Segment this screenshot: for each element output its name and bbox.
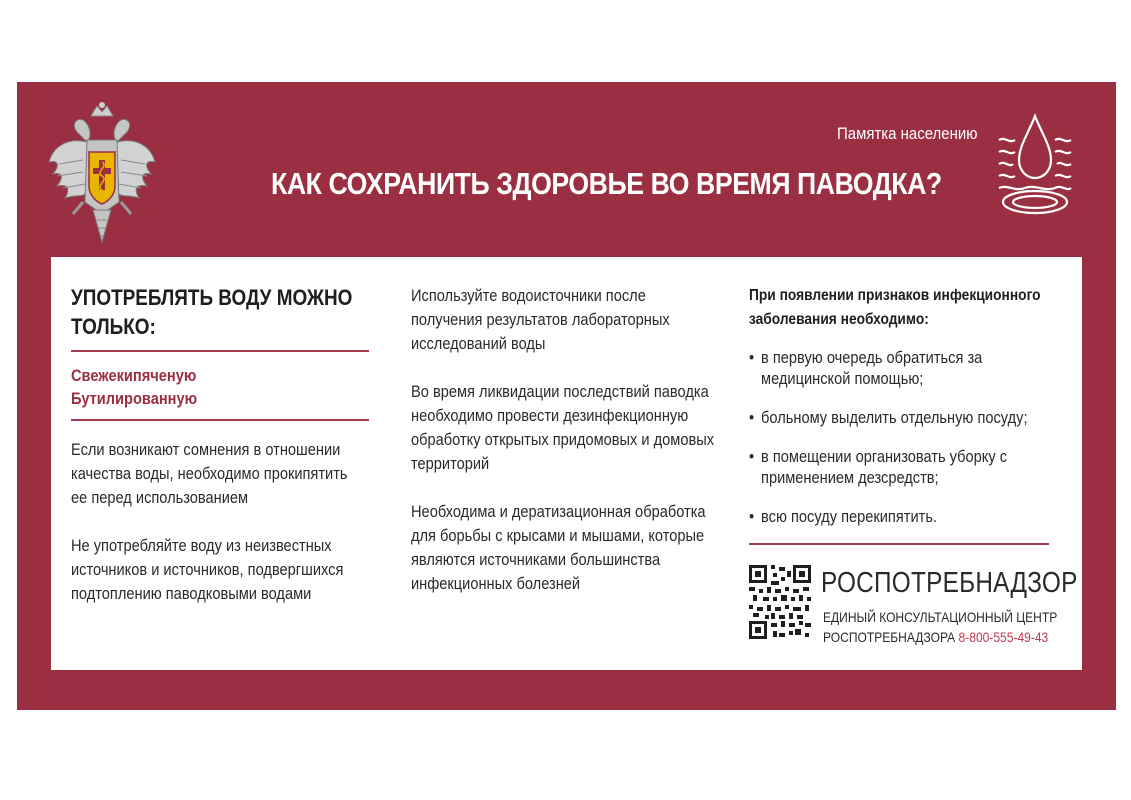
phone-number[interactable]: 8-800-555-49-43 — [958, 629, 1049, 645]
infection-heading: При появлении признаков инфекционного заболевания необходимо: — [749, 287, 1041, 328]
divider — [71, 350, 369, 352]
divider — [71, 419, 369, 421]
water-usage-heading: УПОТРЕБЛЯТЬ ВОДУ МОЖНО ТОЛЬКО: — [71, 285, 353, 339]
lab-tests-text: Используйте водоисточники после получения результатов лабораторных исследований воды — [411, 286, 670, 353]
allowed-water-types — [71, 364, 372, 410]
consult-center-line: ЕДИНЫЙ КОНСУЛЬТАЦИОННЫЙ ЦЕНТР — [823, 609, 1058, 625]
list-item: • больному выделить отдельную посуду; — [749, 407, 1067, 428]
page-title: КАК СОХРАНИТЬ ЗДОРОВЬЕ ВО ВРЕМЯ ПАВОДКА? — [271, 166, 942, 201]
qr-code-icon[interactable] — [749, 565, 811, 639]
list-item: • в первую очередь обратиться за медицинской помощью; — [749, 347, 1067, 389]
org-name: РОСПОТРЕБНАДЗОР — [821, 567, 1078, 599]
info-panel — [51, 257, 1082, 670]
consult-center-phone-line — [823, 629, 1048, 645]
consult-center-org: РОСПОТРЕБНАДЗОРА — [823, 629, 956, 645]
unknown-sources-warning: Не употребляйте воду из неизвестных источников и источников, подвергшихся подтоплению паводковыми водами — [71, 536, 344, 603]
boil-advice-text: Если возникают сомнения в отношении качества воды, необходимо прокипятить ее перед использованием — [71, 440, 348, 507]
list-item: • всю посуду перекипятить. — [749, 506, 1067, 527]
disinfection-text: Во время ликвидации последствий паводка необходимо провести дезинфекционную обработку открытых придомовых и домовых территорий — [411, 382, 715, 473]
water-drop-icon — [995, 112, 1075, 224]
emblem-icon — [47, 102, 157, 247]
water-type-bottled: Бутилированную — [71, 389, 198, 408]
deratization-text: Необходима и дератизационная обработка для борьбы с крысами и мышами, которые являются источниками большинства инфекционных болезней — [411, 502, 706, 593]
poster-banner — [17, 82, 1116, 710]
list-item: • в помещении организовать уборку с применением дезсредств; — [749, 446, 1067, 488]
infection-actions-list — [749, 347, 1067, 545]
water-type-boiled: Свежекипяченую — [71, 366, 197, 385]
divider — [749, 543, 1049, 545]
memo-label: Памятка населению — [837, 124, 978, 143]
